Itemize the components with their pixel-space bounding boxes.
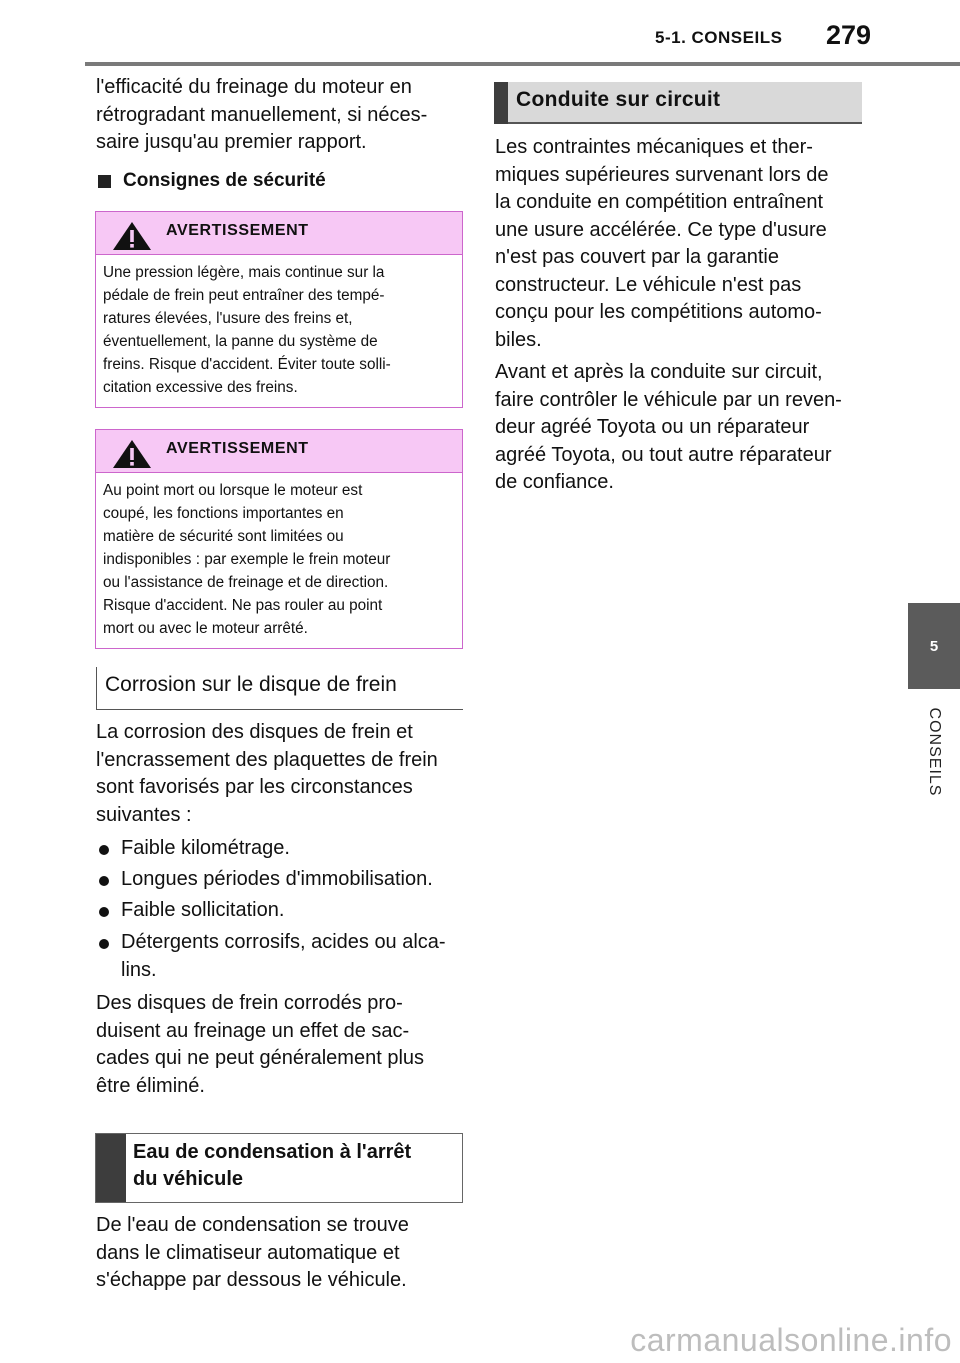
corrosion-outro-line: être éliminé. <box>96 1074 205 1097</box>
intro-line: l'efficacité du freinage du moteur en <box>96 76 412 98</box>
square-bullet-icon <box>98 175 111 188</box>
warning-line: citation excessive des freins. <box>103 379 298 396</box>
list-item <box>96 866 466 894</box>
section-accent-bar <box>96 1134 126 1202</box>
warning-line: pédale de frein peut entraîner des tempé- <box>103 287 385 304</box>
list-item <box>96 835 466 863</box>
warning-line: ratures élevées, l'usure des freins et, <box>103 310 353 327</box>
chapter-tab-label: CONSEILS <box>926 707 943 797</box>
circuit-line: faire contrôler le véhicule par un reven- <box>495 388 842 411</box>
bullet-dot-icon <box>99 939 109 949</box>
page-number: 279 <box>826 20 872 50</box>
condensation-title-line: Eau de condensation à l'arrêt <box>133 1141 412 1163</box>
warning-line: mort ou avec le moteur arrêté. <box>103 620 308 637</box>
intro-line: rétrogradant manuellement, si néces- <box>96 103 428 126</box>
list-item <box>96 929 466 984</box>
header-divider <box>85 62 960 66</box>
circuit-title-text: Conduite sur circuit <box>516 88 721 111</box>
warning-text <box>96 255 462 407</box>
bullet-dot-icon <box>99 845 109 855</box>
condensation-title-text <box>133 1139 411 1193</box>
circuit-line: agréé Toyota, ou tout autre réparateur <box>495 443 832 466</box>
list-item-text: Faible sollicitation. <box>121 899 285 921</box>
warning-box-2 <box>95 429 463 649</box>
warning-label: AVERTISSEMENT <box>166 440 309 457</box>
corrosion-title-text: Corrosion sur le disque de frein <box>105 673 397 696</box>
condensation-section-title <box>95 1133 463 1203</box>
warning-line: Une pression légère, mais continue sur la <box>103 264 385 281</box>
warning-header <box>96 212 462 255</box>
watermark: carmanualsonline.info <box>630 1322 952 1358</box>
safety-heading-text: Consignes de sécurité <box>123 170 326 191</box>
circuit-paragraph-2 <box>495 359 865 497</box>
warning-line: ou l'assistance de freinage et de direction. <box>103 574 389 591</box>
section-accent-bar <box>494 82 508 124</box>
chapter-tab-number: 5 <box>929 637 939 655</box>
intro-line: saire jusqu'au premier rapport. <box>96 131 367 153</box>
list-item-text: Faible kilométrage. <box>121 837 290 859</box>
circuit-line: conçu pour les compétitions automo- <box>495 301 822 323</box>
condensation-line: De l'eau de condensation se trouve <box>96 1214 409 1236</box>
condensation-title-line: du véhicule <box>133 1168 244 1190</box>
circuit-line: de confiance. <box>495 471 614 493</box>
warning-line: freins. Risque d'accident. Éviter toute solli- <box>103 356 391 373</box>
circuit-line: la conduite en compétition entraînent <box>495 191 823 213</box>
warning-box-1 <box>95 211 463 408</box>
warning-line: Au point mort ou lorsque le moteur est <box>103 482 363 499</box>
warning-line: éventuellement, la panne du système de <box>103 333 378 350</box>
intro-paragraph <box>96 74 466 157</box>
circuit-line: n'est pas couvert par la garantie <box>495 246 779 268</box>
warning-line: matière de sécurité sont limitées ou <box>103 528 344 545</box>
warning-header <box>96 430 462 473</box>
warning-triangle-icon <box>112 439 152 469</box>
condensation-line: dans le climatiseur automatique et <box>96 1241 400 1264</box>
circuit-paragraph-1 <box>495 134 865 354</box>
list-item-text: Longues périodes d'immobilisation. <box>121 868 433 890</box>
list-item <box>96 897 466 925</box>
circuit-line: Avant et après la conduite sur circuit, <box>495 361 823 383</box>
list-item-text: Détergents corrosifs, acides ou alca- <box>121 931 446 953</box>
corrosion-intro-line: suivantes : <box>96 803 192 826</box>
list-item-text: lins. <box>121 958 157 981</box>
corrosion-intro-line: La corrosion des disques de frein et <box>96 721 413 743</box>
circuit-line: miques supérieures survenant lors de <box>495 163 829 186</box>
circuit-section-title <box>494 82 862 124</box>
chapter-tab[interactable] <box>908 603 960 689</box>
corrosion-outro-line: duisent au freinage un effet de sac- <box>96 1019 410 1042</box>
corrosion-section-title <box>96 667 463 710</box>
condensation-line: s'échappe par dessous le véhicule. <box>96 1269 407 1291</box>
corrosion-intro-line: l'encrassement des plaquettes de frein <box>96 748 438 771</box>
condensation-paragraph <box>96 1212 466 1295</box>
warning-line: coupé, les fonctions importantes en <box>103 505 344 522</box>
corrosion-outro <box>96 990 466 1100</box>
section-header-title: 5-1. CONSEILS <box>655 28 783 47</box>
bullet-dot-icon <box>99 907 109 917</box>
warning-triangle-icon <box>112 221 152 251</box>
circuit-line: constructeur. Le véhicule n'est pas <box>495 273 802 296</box>
circuit-line: une usure accélérée. Ce type d'usure <box>495 218 827 241</box>
corrosion-intro <box>96 719 466 829</box>
warning-text <box>96 473 462 648</box>
warning-line: Risque d'accident. Ne pas rouler au point <box>103 597 383 614</box>
corrosion-intro-line: sont favorisés par les circonstances <box>96 776 413 798</box>
warning-line: indisponibles : par exemple le frein moteur <box>103 551 391 568</box>
circuit-line: Les contraintes mécaniques et ther- <box>495 136 813 158</box>
corrosion-outro-line: Des disques de frein corrodés pro- <box>96 992 403 1014</box>
circuit-line: biles. <box>495 328 542 351</box>
circuit-line: deur agréé Toyota ou un réparateur <box>495 416 810 438</box>
bullet-dot-icon <box>99 876 109 886</box>
safety-heading <box>96 170 326 192</box>
corrosion-outro-line: cades qui ne peut généralement plus <box>96 1047 425 1069</box>
warning-label: AVERTISSEMENT <box>166 222 309 239</box>
